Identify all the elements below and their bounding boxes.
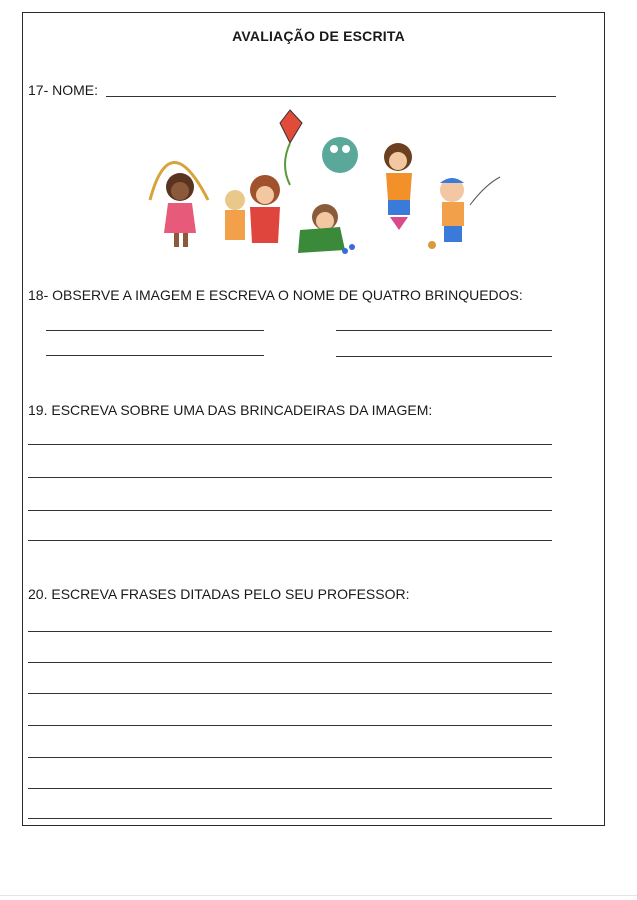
answer-line[interactable] — [28, 540, 552, 541]
answer-line[interactable] — [336, 330, 552, 331]
answer-line[interactable] — [28, 510, 552, 511]
answer-line[interactable] — [336, 356, 552, 357]
answer-line[interactable] — [28, 662, 552, 663]
answer-line[interactable] — [28, 788, 552, 789]
children-playing-illustration-icon — [140, 105, 510, 265]
answer-line[interactable] — [28, 757, 552, 758]
answer-line[interactable] — [28, 631, 552, 632]
name-label: 17- NOME: — [28, 82, 99, 98]
answer-line[interactable] — [46, 330, 264, 331]
question-20: 20. ESCREVA FRASES DITADAS PELO SEU PROFESSOR: — [28, 586, 410, 602]
answer-line[interactable] — [28, 444, 552, 445]
answer-line[interactable] — [28, 693, 552, 694]
name-field[interactable] — [106, 96, 556, 97]
answer-line[interactable] — [28, 725, 552, 726]
page-title: AVALIAÇÃO DE ESCRITA — [232, 28, 405, 44]
answer-line[interactable] — [46, 355, 264, 356]
answer-line[interactable] — [28, 818, 552, 819]
scan-edge — [0, 895, 637, 896]
question-19: 19. ESCREVA SOBRE UMA DAS BRINCADEIRAS DA IMAGEM: — [28, 402, 433, 418]
question-18: 18- OBSERVE A IMAGEM E ESCREVA O NOME DE QUATRO BRINQUEDOS: — [28, 287, 523, 303]
answer-line[interactable] — [28, 477, 552, 478]
